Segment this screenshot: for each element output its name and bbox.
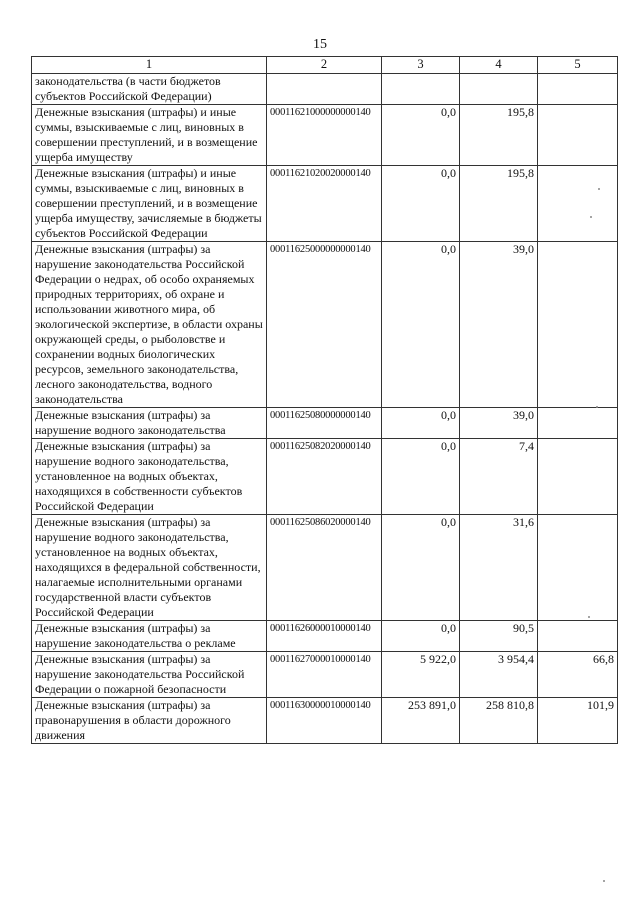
row-value-5	[538, 621, 618, 652]
row-value-5	[538, 74, 618, 105]
row-value-3: 0,0	[382, 408, 460, 439]
table-row	[32, 515, 618, 621]
row-code: 00011630000010000140	[267, 698, 382, 744]
row-value-4: 90,5	[460, 621, 538, 652]
row-description: Денежные взыскания (штрафы) за нарушение законодательства Российской Федерации о пожарной безопасности	[32, 652, 267, 698]
budget-table	[31, 56, 618, 744]
row-value-5	[538, 105, 618, 166]
table-row	[32, 439, 618, 515]
row-value-5	[538, 242, 618, 408]
scan-speck	[590, 216, 592, 218]
row-value-4: 3 954,4	[460, 652, 538, 698]
row-value-5: 66,8	[538, 652, 618, 698]
row-value-4: 7,4	[460, 439, 538, 515]
row-value-5: 101,9	[538, 698, 618, 744]
row-value-3: 0,0	[382, 105, 460, 166]
row-code: 00011621020020000140	[267, 166, 382, 242]
row-description: Денежные взыскания (штрафы) за нарушение водного законодательства	[32, 408, 267, 439]
table-row	[32, 621, 618, 652]
row-value-4: 258 810,8	[460, 698, 538, 744]
row-value-3: 0,0	[382, 166, 460, 242]
row-value-3: 0,0	[382, 515, 460, 621]
table-row	[32, 652, 618, 698]
row-value-4	[460, 74, 538, 105]
table-row	[32, 408, 618, 439]
row-description: законодательства (в части бюджетов субъектов Российской Федерации)	[32, 74, 267, 105]
row-description: Денежные взыскания (штрафы) за правонарушения в области дорожного движения	[32, 698, 267, 744]
row-description: Денежные взыскания (штрафы) за нарушение водного законодательства, установленное на водных объектах, находящихся в федеральной собственности, налагаемые исполнительными органами государственной власти субъектов Российской Федерации	[32, 515, 267, 621]
column-header-2: 2	[267, 57, 382, 74]
scan-speck	[603, 880, 605, 882]
row-value-3: 0,0	[382, 439, 460, 515]
header-row	[32, 57, 618, 74]
row-description: Денежные взыскания (штрафы) и иные суммы, взыскиваемые с лиц, виновных в совершении преступлений, и в возмещение ущерба имуществу	[32, 105, 267, 166]
row-value-4: 195,8	[460, 166, 538, 242]
table-row	[32, 242, 618, 408]
column-header-1: 1	[32, 57, 267, 74]
row-code: 00011625082020000140	[267, 439, 382, 515]
table-row	[32, 74, 618, 105]
row-value-4: 195,8	[460, 105, 538, 166]
row-value-3: 253 891,0	[382, 698, 460, 744]
row-value-3	[382, 74, 460, 105]
row-code: 00011625086020000140	[267, 515, 382, 621]
row-value-3: 0,0	[382, 242, 460, 408]
row-value-3: 0,0	[382, 621, 460, 652]
row-code: 00011626000010000140	[267, 621, 382, 652]
table-row	[32, 698, 618, 744]
row-code: 00011621000000000140	[267, 105, 382, 166]
row-value-4: 39,0	[460, 242, 538, 408]
row-value-5	[538, 515, 618, 621]
page-number: 15	[313, 37, 327, 52]
scan-speck	[596, 406, 598, 408]
table-row	[32, 105, 618, 166]
row-value-4: 31,6	[460, 515, 538, 621]
row-description: Денежные взыскания (штрафы) за нарушение водного законодательства, установленное на водных объектах, находящихся в собственности субъектов Российской Федерации	[32, 439, 267, 515]
column-header-4: 4	[460, 57, 538, 74]
row-description: Денежные взыскания (штрафы) за нарушение законодательства Российской Федерации о недрах, об особо охраняемых природных территориях, об охране и использовании животного мира, об экологической экспертизе, в области охраны окружающей среды, о рыболовстве и сохранении водных биологических ресурсов, земельного законодательства, лесного законодательства, водного законодательства	[32, 242, 267, 408]
row-code	[267, 74, 382, 105]
column-header-5: 5	[538, 57, 618, 74]
row-value-5	[538, 408, 618, 439]
row-description: Денежные взыскания (штрафы) и иные суммы, взыскиваемые с лиц, виновных в совершении преступлений, и в возмещение ущерба имуществу, зачисляемые в бюджеты субъектов Российской Федерации	[32, 166, 267, 242]
scan-speck	[598, 188, 600, 190]
row-value-3: 5 922,0	[382, 652, 460, 698]
scan-speck	[588, 616, 590, 618]
row-code: 00011625000000000140	[267, 242, 382, 408]
row-value-4: 39,0	[460, 408, 538, 439]
column-header-3: 3	[382, 57, 460, 74]
row-value-5	[538, 439, 618, 515]
table-row	[32, 166, 618, 242]
row-code: 00011625080000000140	[267, 408, 382, 439]
row-description: Денежные взыскания (штрафы) за нарушение законодательства о рекламе	[32, 621, 267, 652]
row-code: 00011627000010000140	[267, 652, 382, 698]
row-value-5	[538, 166, 618, 242]
